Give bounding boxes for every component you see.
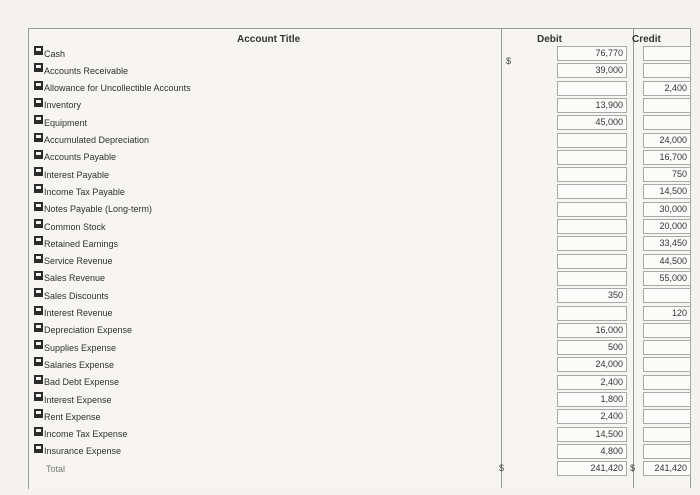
table-row (29, 374, 691, 391)
account-title-label: Interest Payable (44, 169, 110, 180)
table-row (29, 443, 691, 460)
account-title-label: Retained Earnings (44, 238, 119, 249)
credit-input[interactable]: 30,000 (643, 202, 691, 217)
account-title-label: Supplies Expense (44, 342, 117, 353)
debit-input[interactable] (557, 306, 627, 321)
account-title-label: Rent Expense (44, 411, 101, 422)
account-title-cell[interactable] (34, 375, 119, 390)
dropdown-icon[interactable] (34, 236, 43, 245)
table-row (29, 305, 691, 322)
dropdown-icon[interactable] (34, 306, 43, 315)
table-row (29, 356, 691, 373)
dropdown-icon[interactable] (34, 409, 43, 418)
account-title-cell[interactable] (34, 236, 118, 251)
debit-input[interactable]: 4,800 (557, 444, 627, 459)
trial-balance-table (28, 28, 691, 489)
table-row (29, 114, 691, 131)
dropdown-icon[interactable] (34, 219, 43, 228)
account-title-cell[interactable] (34, 46, 65, 61)
table-row (29, 426, 691, 443)
account-title-label: Inventory (44, 100, 82, 111)
credit-input[interactable] (643, 357, 691, 372)
header-account-title: Account Title (237, 34, 301, 45)
total-credit-dollar-sign: $ (630, 463, 636, 474)
dropdown-icon[interactable] (34, 323, 43, 332)
debit-input[interactable]: 45,000 (557, 115, 627, 130)
account-title-label: Interest Expense (44, 394, 112, 405)
debit-input[interactable] (557, 150, 627, 165)
debit-input[interactable]: 76,770 (557, 46, 627, 61)
account-title-cell[interactable] (34, 150, 116, 165)
account-title-label: Sales Discounts (44, 290, 109, 301)
account-title-cell[interactable] (34, 115, 87, 130)
dropdown-icon[interactable] (34, 167, 43, 176)
account-title-label: Accounts Payable (44, 152, 117, 163)
dropdown-icon[interactable] (34, 392, 43, 401)
total-row (29, 460, 691, 477)
table-row (29, 391, 691, 408)
account-title-label: Equipment (44, 117, 88, 128)
credit-input[interactable] (643, 392, 691, 407)
credit-input[interactable]: 33,450 (643, 236, 691, 251)
account-title-cell[interactable] (34, 357, 114, 372)
account-title-label: Allowance for Uncollectible Accounts (44, 83, 191, 94)
credit-input[interactable]: 16,700 (643, 150, 691, 165)
credit-input[interactable] (643, 288, 691, 303)
debit-input[interactable]: 350 (557, 288, 627, 303)
debit-input[interactable]: 1,800 (557, 392, 627, 407)
account-title-label: Notes Payable (Long-term) (44, 204, 153, 215)
debit-input[interactable]: 241,420 (557, 461, 627, 476)
account-title-cell[interactable] (34, 306, 113, 321)
credit-input[interactable]: 120 (643, 306, 691, 321)
debit-input[interactable]: 2,400 (557, 409, 627, 424)
account-title-cell[interactable] (34, 98, 81, 113)
credit-input[interactable]: 750 (643, 167, 691, 182)
debit-input[interactable]: 16,000 (557, 323, 627, 338)
account-title-cell[interactable] (34, 392, 112, 407)
account-title-label: Common Stock (44, 221, 106, 232)
account-title-label: Bad Debt Expense (44, 377, 120, 388)
debit-input[interactable] (557, 202, 627, 217)
credit-input[interactable] (643, 409, 691, 424)
credit-input[interactable]: 24,000 (643, 133, 691, 148)
debit-input[interactable] (557, 184, 627, 199)
debit-input[interactable]: 2,400 (557, 375, 627, 390)
credit-input[interactable] (643, 63, 691, 78)
account-title-label: Accounts Receivable (44, 65, 129, 76)
credit-input[interactable]: 14,500 (643, 184, 691, 199)
dropdown-icon[interactable] (34, 63, 43, 72)
dropdown-icon[interactable] (34, 254, 43, 263)
account-title-cell[interactable] (34, 444, 121, 459)
debit-input[interactable]: 500 (557, 340, 627, 355)
debit-input[interactable] (557, 271, 627, 286)
account-title-cell[interactable] (34, 81, 191, 96)
account-title-cell[interactable] (34, 340, 116, 355)
debit-input[interactable] (557, 81, 627, 96)
credit-input[interactable] (643, 115, 691, 130)
account-title-cell[interactable] (34, 133, 149, 148)
table-row (29, 253, 691, 270)
account-title-cell (46, 461, 65, 476)
debit-input[interactable]: 24,000 (557, 357, 627, 372)
credit-input[interactable]: 44,500 (643, 254, 691, 269)
table-row (29, 339, 691, 356)
account-title-label: Service Revenue (44, 256, 113, 267)
table-row (29, 62, 691, 79)
account-title-label: Income Tax Expense (44, 429, 128, 440)
account-title-label: Depreciation Expense (44, 325, 133, 336)
credit-input[interactable]: 241,420 (643, 461, 691, 476)
table-row (29, 149, 691, 166)
dropdown-icon[interactable] (34, 271, 43, 280)
account-title-label: Total (46, 463, 66, 474)
table-row (29, 45, 691, 62)
credit-input[interactable] (643, 46, 691, 61)
table-row (29, 166, 691, 183)
dropdown-icon[interactable] (34, 444, 43, 453)
table-row (29, 97, 691, 114)
debit-input[interactable] (557, 133, 627, 148)
credit-input[interactable] (643, 98, 691, 113)
account-title-cell[interactable] (34, 288, 109, 303)
credit-input[interactable]: 55,000 (643, 271, 691, 286)
credit-input[interactable] (643, 340, 691, 355)
dropdown-icon[interactable] (34, 340, 43, 349)
table-row (29, 218, 691, 235)
total-debit-dollar-sign: $ (499, 463, 505, 474)
debit-input[interactable]: 13,900 (557, 98, 627, 113)
dropdown-icon[interactable] (34, 375, 43, 384)
debit-input[interactable] (557, 254, 627, 269)
dropdown-icon[interactable] (34, 133, 43, 142)
dropdown-icon[interactable] (34, 150, 43, 159)
account-title-cell[interactable] (34, 427, 127, 442)
account-title-cell[interactable] (34, 202, 152, 217)
debit-input[interactable]: 14,500 (557, 427, 627, 442)
table-row (29, 201, 691, 218)
dropdown-icon[interactable] (34, 98, 43, 107)
account-title-cell[interactable] (34, 409, 101, 424)
dropdown-icon[interactable] (34, 357, 43, 366)
debit-input[interactable] (557, 167, 627, 182)
dropdown-icon[interactable] (34, 184, 43, 193)
account-title-label: Insurance Expense (44, 446, 122, 457)
dropdown-icon[interactable] (34, 115, 43, 124)
table-row (29, 132, 691, 149)
credit-input[interactable] (643, 323, 691, 338)
table-row (29, 183, 691, 200)
dropdown-icon[interactable] (34, 288, 43, 297)
account-title-label: Interest Revenue (44, 308, 113, 318)
account-title-cell[interactable] (34, 219, 106, 234)
cash-dollar-sign: $ (506, 56, 512, 66)
header-credit: Credit (632, 34, 661, 45)
credit-input[interactable] (643, 444, 691, 459)
debit-input[interactable] (557, 236, 627, 251)
dropdown-icon[interactable] (34, 202, 43, 211)
dropdown-icon[interactable] (34, 46, 43, 55)
credit-input[interactable] (643, 375, 691, 390)
account-title-cell[interactable] (34, 184, 125, 199)
header-debit: Debit (537, 34, 562, 45)
account-title-label: Salaries Expense (44, 359, 115, 370)
account-title-cell[interactable] (34, 323, 132, 338)
table-row (29, 270, 691, 287)
account-title-label: Accumulated Depreciation (44, 135, 150, 145)
account-title-label: Income Tax Payable (44, 186, 125, 197)
debit-input[interactable] (557, 219, 627, 234)
account-title-label: Sales Revenue (44, 273, 106, 284)
table-row (29, 235, 691, 252)
table-row (29, 287, 691, 304)
account-title-label: Cash (44, 48, 66, 59)
credit-input[interactable] (643, 427, 691, 442)
account-title-cell[interactable] (34, 63, 128, 78)
dropdown-icon[interactable] (34, 81, 43, 90)
table-row (29, 80, 691, 97)
credit-input[interactable]: 20,000 (643, 219, 691, 234)
credit-input[interactable]: 2,400 (643, 81, 691, 96)
account-title-cell[interactable] (34, 271, 105, 286)
account-title-cell[interactable] (34, 167, 109, 182)
table-row (29, 408, 691, 425)
debit-input[interactable]: 39,000 (557, 63, 627, 78)
table-row (29, 322, 691, 339)
dropdown-icon[interactable] (34, 427, 43, 436)
account-title-cell[interactable] (34, 254, 113, 269)
